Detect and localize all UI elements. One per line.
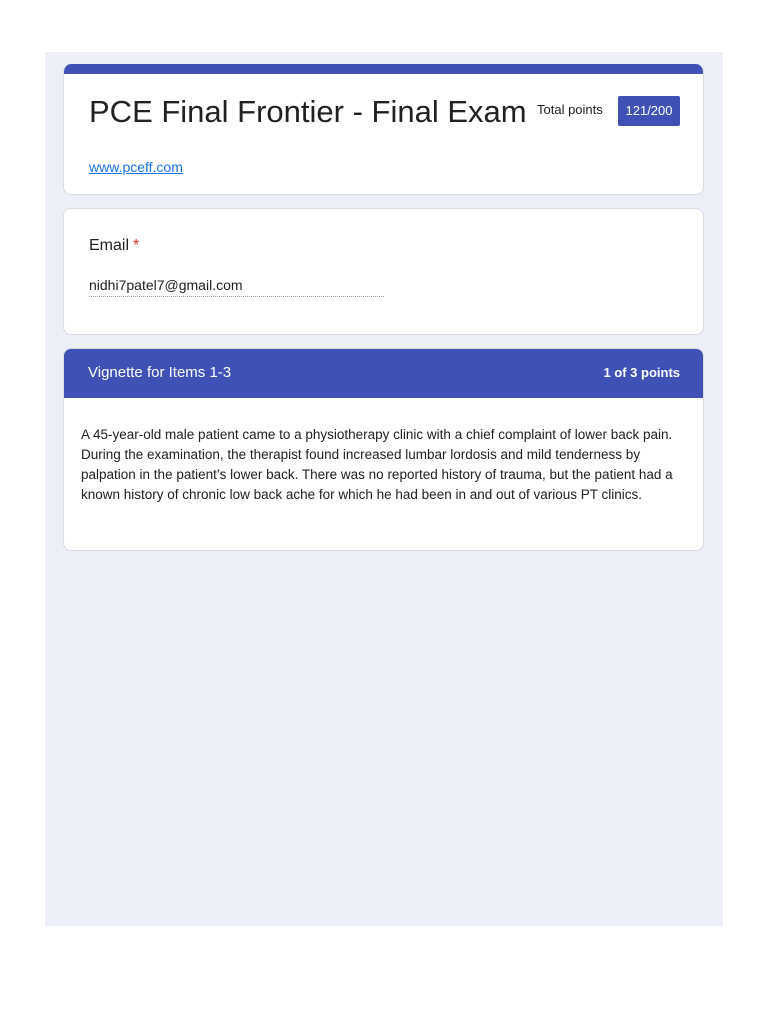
header-accent-bar xyxy=(64,64,703,74)
total-points-label: Total points xyxy=(537,102,603,117)
website-link[interactable]: www.pceff.com xyxy=(89,159,183,175)
vignette-points: 1 of 3 points xyxy=(603,365,680,380)
vignette-description: A 45-year-old male patient came to a physiotherapy clinic with a chief complaint of lower back pain. During the examination, the therapist found increased lumbar lordosis and mild tenderness by palpation in the patient’s lower back. There was no reported history of trauma, but the patient had a known history of chronic low back ache for which he had been in and out of various PT clinics. xyxy=(81,427,673,502)
email-label xyxy=(89,237,139,255)
vignette-title: Vignette for Items 1-3 xyxy=(88,364,232,381)
score-badge: 121/200 xyxy=(618,96,680,126)
email-card xyxy=(63,208,704,335)
form-background xyxy=(45,52,723,926)
required-asterisk: * xyxy=(133,237,140,254)
email-field: nidhi7patel7@gmail.com xyxy=(89,277,384,297)
form-header-card xyxy=(63,64,704,195)
vignette-card xyxy=(63,348,704,551)
email-label-text: Email xyxy=(89,237,130,254)
form-title: PCE Final Frontier - Final Exam xyxy=(89,94,527,129)
vignette-header xyxy=(64,349,703,398)
